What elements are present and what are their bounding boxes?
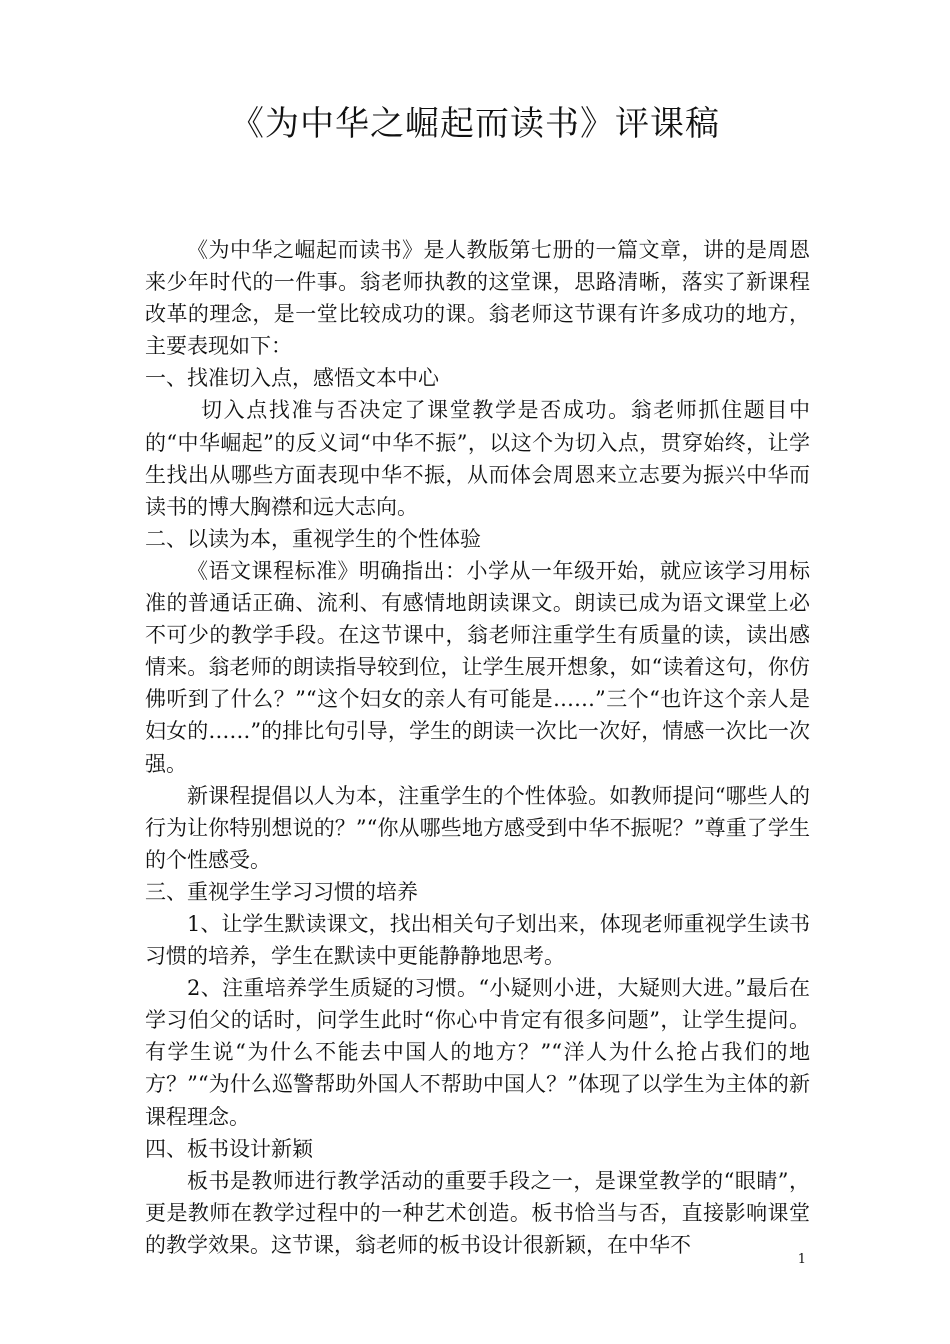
section-heading-4: 四、板书设计新颖 xyxy=(145,1136,313,1161)
section-2-paragraph-2: 新课程提倡以人为本，注重学生的个性体验。如教师提问“哪些人的行为让你特别想说的？”“你从哪些地方感受到中华不振呢？”尊重了学生的个性感受。 xyxy=(145,783,810,872)
section-1-paragraph: 切入点找准与否决定了课堂教学是否成功。翁老师抓住题目中的“中华崛起”的反义词“中华不振”，以这个为切入点，贯穿始终，让学生找出从哪些方面表现中华不振，从而体会周恩来立志要为振兴中华而读书的博大胸襟和远大志向。 xyxy=(145,398,810,519)
section-3-paragraph-2: 2、注重培养学生质疑的习惯。“小疑则小进，大疑则大进。”最后在学习伯父的话时，问学生此时“你心中肯定有很多问题”，让学生提问。有学生说“为什么不能去中国人的地方？”“洋人为什么抢占我们的地方？”“为什么巡警帮助外国人不帮助中国人？”体现了以学生为主体的新课程理念。 xyxy=(145,976,810,1129)
section-4-paragraph: 板书是教师进行教学活动的重要手段之一，是课堂教学的“眼睛”，更是教师在教学过程中的一种艺术创造。板书恰当与否，直接影响课堂的教学效果。这节课，翁老师的板书设计很新颖，在中华不 xyxy=(145,1168,810,1257)
section-heading-2: 二、以读为本，重视学生的个性体验 xyxy=(145,526,481,551)
document-title: 《为中华之崛起而读书》评课稿 xyxy=(230,104,720,144)
section-3-paragraph-1: 1、让学生默读课文，找出相关句子划出来，体现老师重视学生读书习惯的培养，学生在默读中更能静静地思考。 xyxy=(145,911,810,969)
section-2-paragraph-1: 《语文课程标准》明确指出：小学从一年级开始，就应该学习用标准的普通话正确、流利、有感情地朗读课文。朗读已成为语文课堂上必不可少的教学手段。在这节课中，翁老师注重学生有质量的读，读出感情来。翁老师的朗读指导较到位，让学生展开想象，如“读着这句，你仿佛听到了什么？”“这个妇女的亲人有可能是……”三个“也许这个亲人是妇女的……”的排比句引导，学生的朗读一次比一次好，情感一次比一次强。 xyxy=(145,558,810,776)
section-heading-1: 一、找准切入点，感悟文本中心 xyxy=(145,366,439,391)
page-number: 1 xyxy=(797,1252,806,1267)
section-heading-3: 三、重视学生学习习惯的培养 xyxy=(145,879,418,904)
document-body xyxy=(145,234,810,1261)
intro-paragraph: 《为中华之崛起而读书》是人教版第七册的一篇文章，讲的是周恩来少年时代的一件事。翁老师执教的这堂课，思路清晰，落实了新课程改革的理念，是一堂比较成功的课。翁老师这节课有许多成功的地方，主要表现如下： xyxy=(145,238,810,359)
